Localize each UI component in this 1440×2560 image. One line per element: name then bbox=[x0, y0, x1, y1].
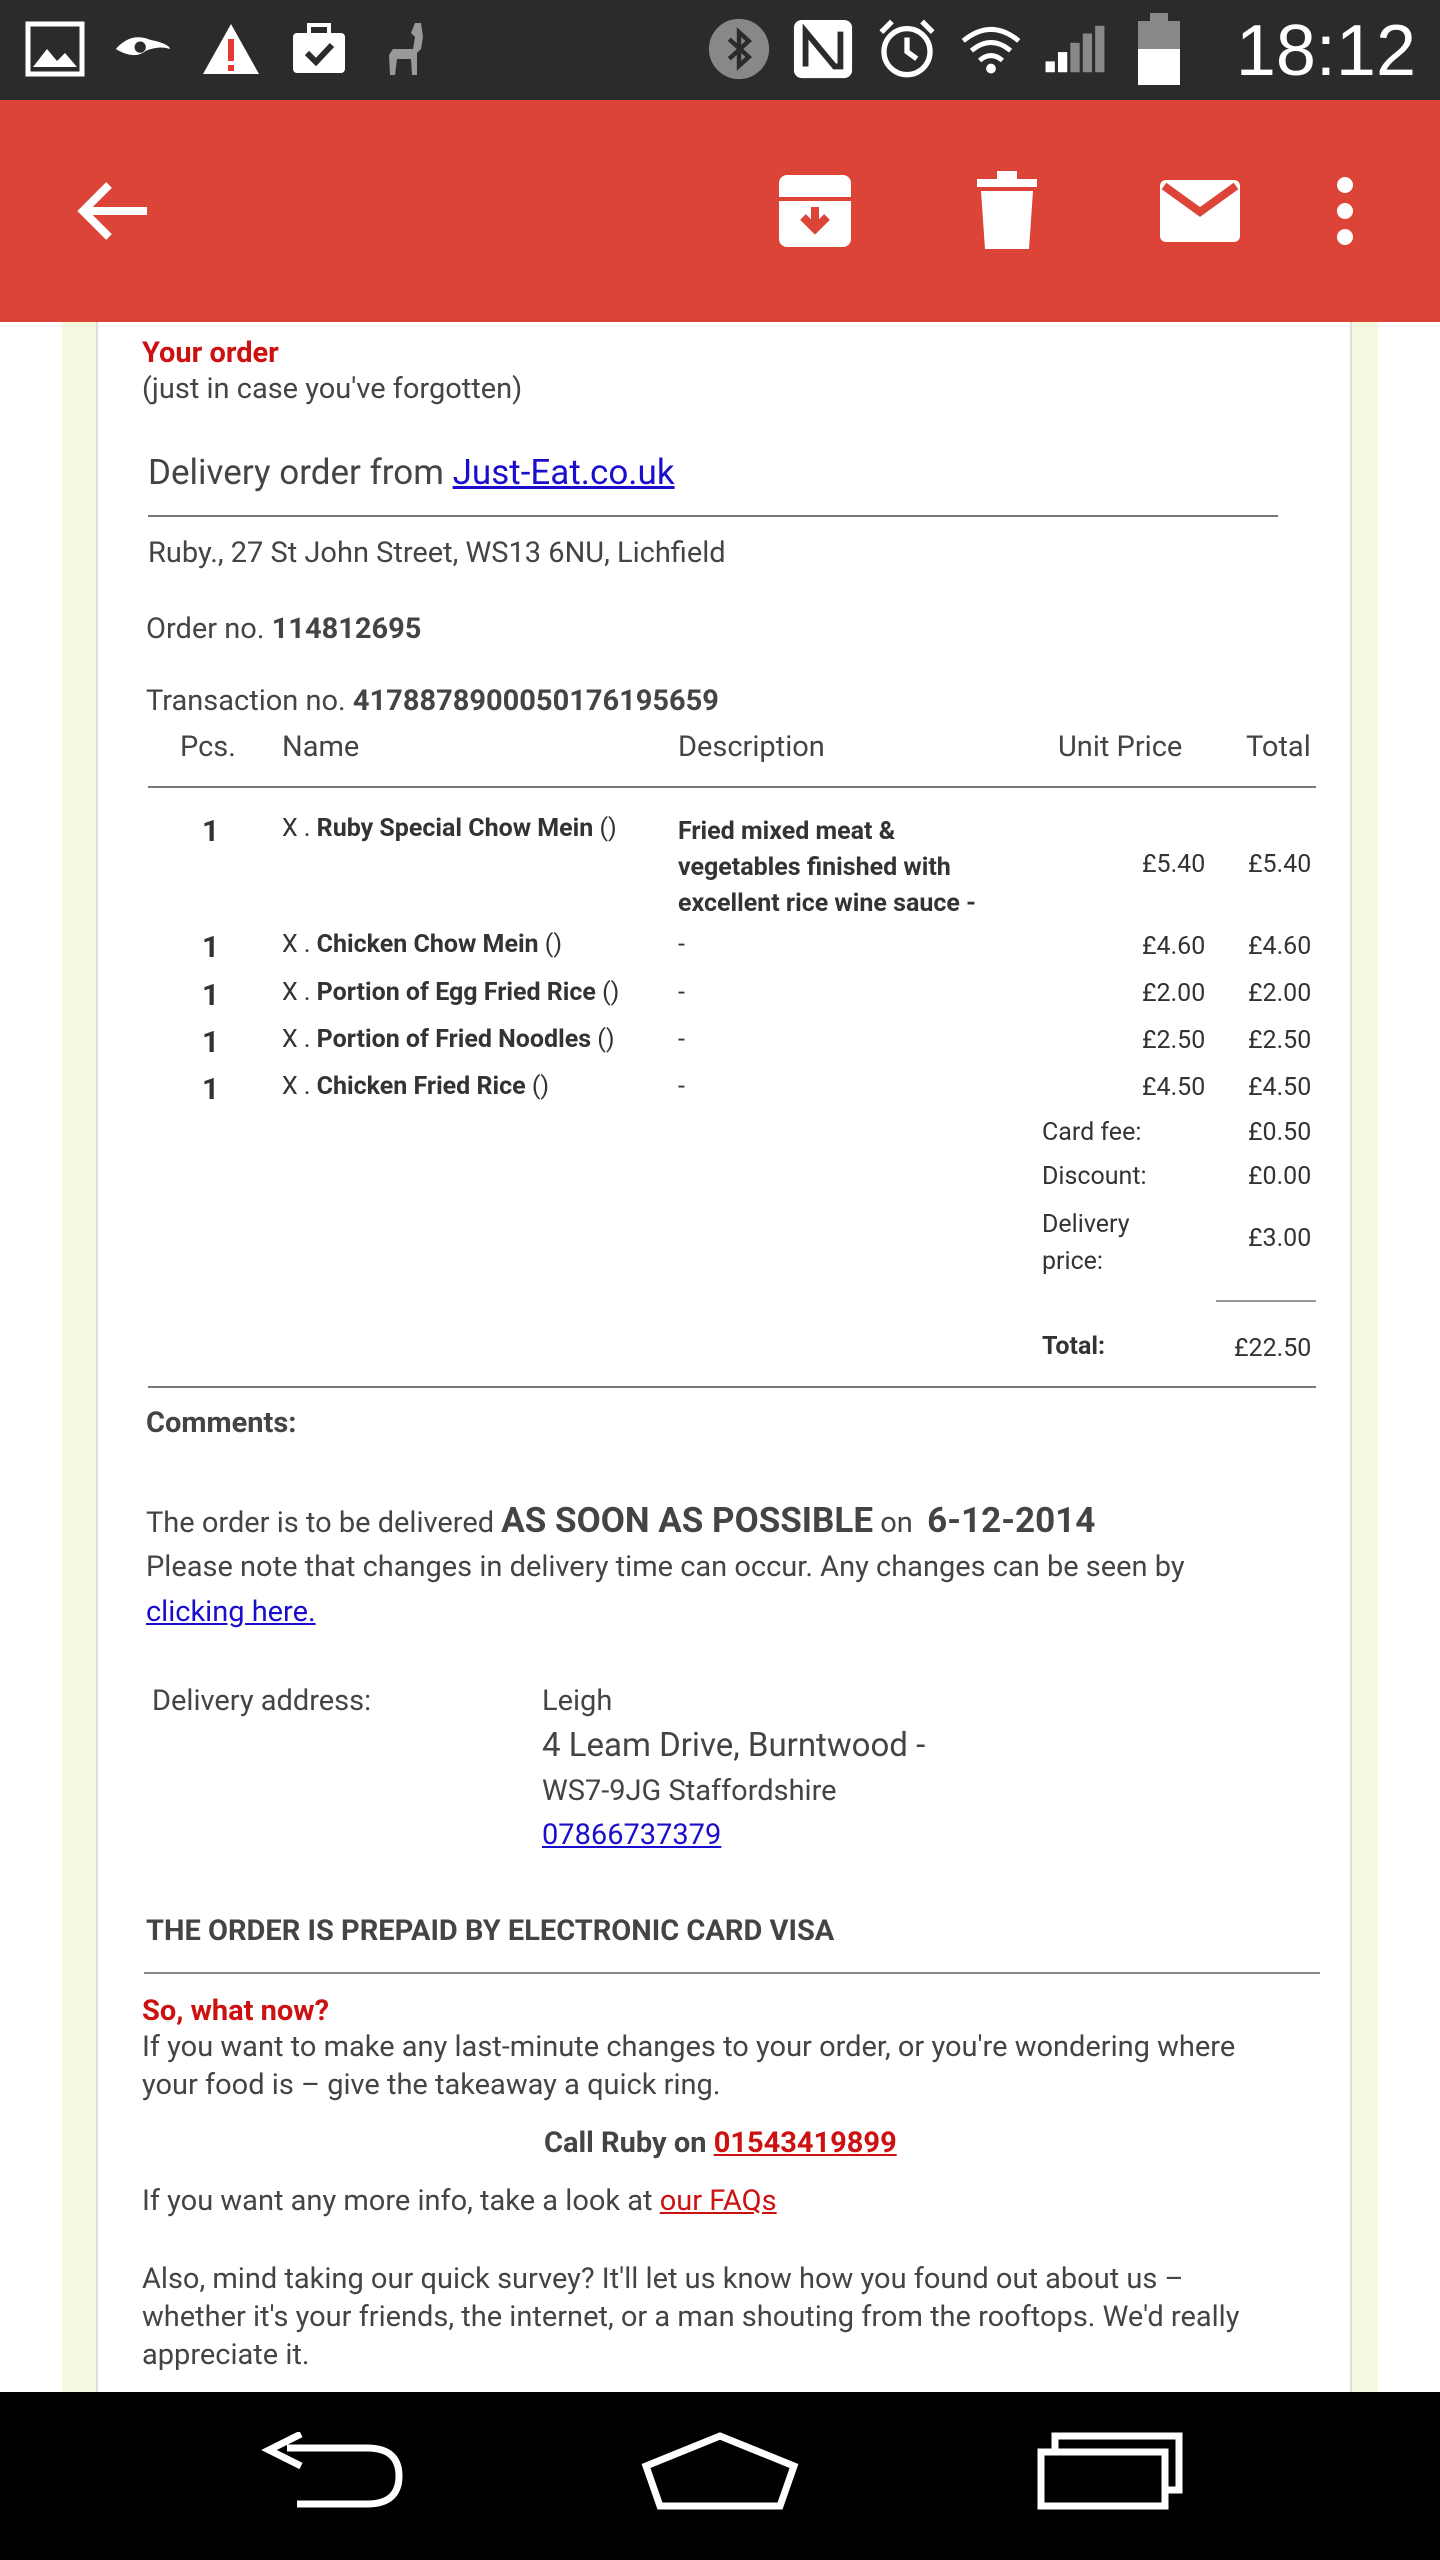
app-bar bbox=[0, 100, 1440, 322]
row-item-name: Chicken Fried Rice bbox=[316, 1072, 526, 1101]
order-number bbox=[146, 612, 421, 646]
table-header-divider bbox=[148, 786, 1316, 788]
row-name bbox=[282, 814, 617, 843]
row-suffix: () bbox=[597, 1025, 615, 1054]
row-unit-price: £4.60 bbox=[1142, 932, 1206, 961]
call-prefix: Call Ruby on bbox=[544, 2126, 707, 2160]
divider bbox=[148, 515, 1278, 517]
row-description: - bbox=[678, 930, 685, 959]
delivery-date: 6-12-2014 bbox=[927, 1500, 1096, 1541]
row-item-name: Portion of Fried Noodles bbox=[316, 1025, 592, 1054]
row-prefix: X . bbox=[282, 1072, 311, 1101]
your-order-heading: Your order bbox=[142, 336, 279, 370]
order-no-label: Order no. bbox=[146, 612, 265, 646]
col-total: Total bbox=[1246, 730, 1311, 764]
row-unit-price: £5.40 bbox=[1142, 850, 1206, 879]
transaction-label: Transaction no. bbox=[146, 684, 346, 718]
delivery-price-label bbox=[1042, 1206, 1130, 1280]
total-value: £22.50 bbox=[1234, 1334, 1312, 1363]
row-description: - bbox=[678, 1072, 685, 1101]
delivery-address-label: Delivery address: bbox=[152, 1684, 372, 1718]
call-restaurant bbox=[544, 2126, 897, 2160]
row-prefix: X . bbox=[282, 1025, 311, 1054]
restaurant-phone-link[interactable]: 01543419899 bbox=[713, 2126, 897, 2160]
card-fee-value: £0.50 bbox=[1248, 1118, 1312, 1147]
delivery-price-value: £3.00 bbox=[1248, 1224, 1312, 1253]
discount-label: Discount: bbox=[1042, 1162, 1147, 1191]
row-description: - bbox=[678, 1025, 685, 1054]
transaction-number bbox=[146, 684, 719, 718]
home-nav-icon[interactable] bbox=[640, 2422, 800, 2522]
nfc-icon bbox=[792, 18, 854, 80]
just-eat-link[interactable]: Just-Eat.co.uk bbox=[452, 452, 675, 493]
col-name: Name bbox=[282, 730, 360, 764]
row-description bbox=[678, 814, 976, 922]
faqs-link[interactable]: our FAQs bbox=[659, 2184, 777, 2218]
navigation-bar bbox=[0, 2392, 1440, 2560]
delivery-from-prefix: Delivery order from bbox=[148, 452, 444, 493]
row-suffix: () bbox=[531, 1072, 550, 1101]
restaurant-address: Ruby., 27 St John Street, WS13 6NU, Lichfield bbox=[148, 536, 726, 570]
card-fee-label: Card fee: bbox=[1042, 1118, 1142, 1147]
row-description: - bbox=[678, 978, 685, 1007]
overflow-menu-icon[interactable] bbox=[1290, 156, 1400, 266]
clock: 18:12 bbox=[1235, 11, 1416, 91]
delivery-time-on: on bbox=[880, 1506, 913, 1540]
delivery-label-line: price: bbox=[1042, 1247, 1103, 1276]
row-name bbox=[282, 930, 562, 959]
row-prefix: X . bbox=[282, 930, 311, 959]
delivery-time bbox=[146, 1500, 1095, 1541]
row-total: £2.50 bbox=[1248, 1026, 1312, 1055]
briefcase-check-icon bbox=[288, 18, 350, 80]
address-line-2: WS7-9JG Staffordshire bbox=[542, 1774, 837, 1808]
row-prefix: X . bbox=[282, 978, 311, 1007]
back-arrow-icon[interactable] bbox=[58, 156, 168, 266]
delivery-time-prefix: The order is to be delivered bbox=[146, 1506, 495, 1540]
row-qty: 1 bbox=[202, 978, 220, 1013]
row-suffix: () bbox=[602, 978, 620, 1007]
archive-icon[interactable] bbox=[760, 156, 870, 266]
warning-icon bbox=[200, 18, 262, 80]
row-total: £2.00 bbox=[1248, 979, 1312, 1008]
order-card bbox=[96, 322, 1352, 2392]
row-name bbox=[282, 1072, 549, 1101]
clicking-here-link[interactable]: clicking here. bbox=[146, 1595, 316, 1629]
row-qty: 1 bbox=[202, 814, 220, 849]
comments-label: Comments: bbox=[146, 1406, 297, 1440]
email-body[interactable] bbox=[0, 322, 1440, 2392]
table-footer-divider bbox=[148, 1386, 1316, 1388]
llama-icon bbox=[376, 18, 438, 80]
what-now-heading: So, what now? bbox=[142, 1994, 329, 2028]
delete-icon[interactable] bbox=[952, 156, 1062, 266]
row-total: £4.60 bbox=[1248, 932, 1312, 961]
bluetooth-icon bbox=[708, 18, 770, 80]
row-item-name: Chicken Chow Mein bbox=[316, 930, 539, 959]
email-border-left bbox=[62, 322, 96, 2392]
signal-icon bbox=[1044, 18, 1106, 80]
more-info-prefix: If you want any more info, take a look at bbox=[142, 2184, 653, 2218]
prepaid-divider bbox=[144, 1972, 1320, 1974]
row-name bbox=[282, 1025, 615, 1054]
customer-phone-link[interactable]: 07866737379 bbox=[542, 1818, 722, 1852]
what-now-line-1: If you want to make any last-minute changes to your order, or you're wondering where bbox=[142, 2030, 1236, 2064]
col-unit-price: Unit Price bbox=[1058, 730, 1183, 764]
delivery-order-from bbox=[148, 452, 675, 493]
alarm-icon bbox=[876, 18, 938, 80]
status-bar bbox=[0, 0, 1440, 100]
row-desc-line: excellent rice wine sauce - bbox=[678, 889, 976, 918]
battery-icon bbox=[1128, 18, 1190, 80]
what-now-line-2: your food is – give the takeaway a quick ring. bbox=[142, 2068, 721, 2102]
row-prefix: X . bbox=[282, 814, 311, 843]
delivery-time-asap: AS SOON AS POSSIBLE bbox=[501, 1500, 874, 1541]
col-pcs: Pcs. bbox=[180, 730, 236, 764]
total-divider bbox=[1216, 1300, 1316, 1302]
row-unit-price: £4.50 bbox=[1142, 1073, 1206, 1102]
row-desc-line: Fried mixed meat & bbox=[678, 817, 896, 846]
row-name bbox=[282, 978, 619, 1007]
row-unit-price: £2.00 bbox=[1142, 979, 1206, 1008]
recents-nav-icon[interactable] bbox=[1030, 2422, 1190, 2522]
col-description: Description bbox=[678, 730, 825, 764]
survey-line-1: Also, mind taking our quick survey? It'll let us know how you found out about us – bbox=[142, 2262, 1184, 2296]
hangouts-icon bbox=[112, 18, 174, 80]
row-desc-line: vegetables finished with bbox=[678, 853, 951, 882]
image-icon bbox=[24, 18, 86, 80]
transaction-value: 4178878900050176195659 bbox=[352, 684, 719, 718]
row-item-name: Portion of Egg Fried Rice bbox=[316, 978, 596, 1007]
row-suffix: () bbox=[544, 930, 563, 959]
wifi-icon bbox=[960, 18, 1022, 80]
survey-line-3: appreciate it. bbox=[142, 2338, 310, 2372]
row-total: £5.40 bbox=[1248, 850, 1312, 879]
mail-icon[interactable] bbox=[1145, 156, 1255, 266]
delivery-label-line: Delivery bbox=[1042, 1210, 1130, 1239]
row-unit-price: £2.50 bbox=[1142, 1026, 1206, 1055]
customer-name: Leigh bbox=[542, 1684, 613, 1718]
your-order-subtitle: (just in case you've forgotten) bbox=[142, 372, 523, 406]
row-qty: 1 bbox=[202, 1072, 220, 1107]
discount-value: £0.00 bbox=[1248, 1162, 1312, 1191]
email-border-right bbox=[1348, 322, 1378, 2392]
row-qty: 1 bbox=[202, 930, 220, 965]
survey-line-2: whether it's your friends, the internet, or a man shouting from the rooftops. We'd really bbox=[142, 2300, 1240, 2334]
address-line-1: 4 Leam Drive, Burntwood - bbox=[542, 1726, 926, 1765]
prepaid-note: THE ORDER IS PREPAID BY ELECTRONIC CARD VISA bbox=[146, 1914, 835, 1948]
row-item-name: Ruby Special Chow Mein bbox=[316, 814, 594, 843]
total-label: Total: bbox=[1042, 1332, 1105, 1361]
row-qty: 1 bbox=[202, 1025, 220, 1060]
order-no-value: 114812695 bbox=[271, 612, 422, 646]
back-nav-icon[interactable] bbox=[252, 2422, 412, 2522]
changes-note: Please note that changes in delivery time can occur. Any changes can be seen by bbox=[146, 1550, 1185, 1584]
more-info bbox=[142, 2184, 777, 2218]
row-suffix: () bbox=[599, 814, 617, 843]
row-total: £4.50 bbox=[1248, 1073, 1312, 1102]
